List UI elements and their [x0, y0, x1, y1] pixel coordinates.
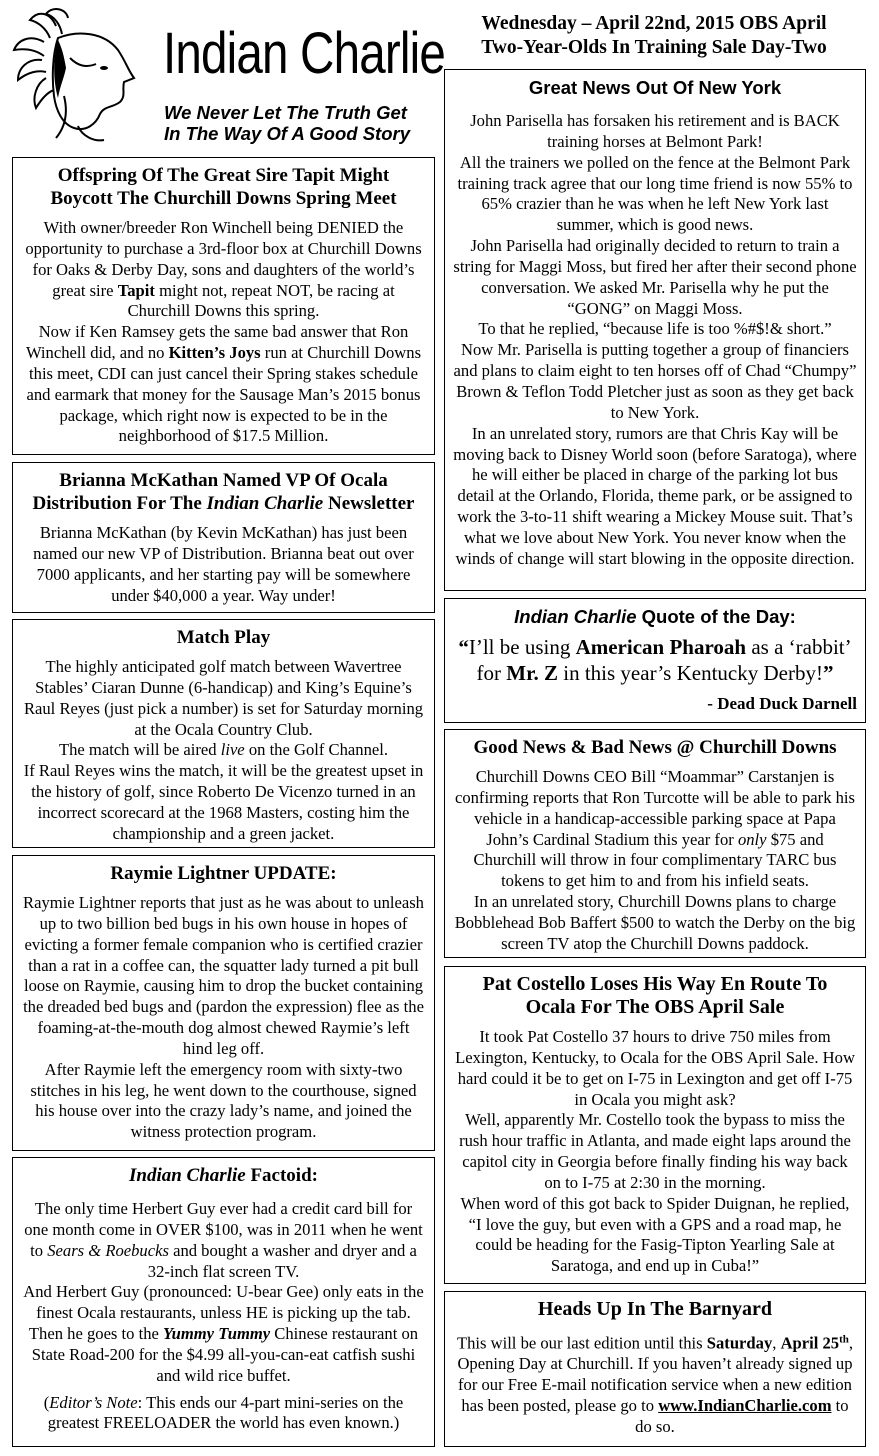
article-body: With owner/breeder Ron Winchell being DENIED the opportunity to purchase a 3rd-floor box at Churchill Downs for Oaks & Derby Day, sons and daughters of the world’s great sire Tapit might not, repeat NOT, be racing at Churchill Downs this spring. Now if Ken Ramsey gets the same bad answer that Ron Winchell did, and no Kitten’s Joys run at Churchill Downs this meet, CDI can just cancel their Spring stakes schedule and earmark that money for the Sausage Man’s 2015 bonus package, which right now is expected to be in the neighborhood of $17.5 Million.	[25, 218, 422, 446]
article-costello	[444, 966, 866, 1284]
article-factoid	[12, 1157, 435, 1447]
article-tapit	[12, 157, 435, 455]
website-link[interactable]: www.IndianCharlie.com	[658, 1396, 832, 1416]
masthead-tagline: We Never Let The Truth Get In The Way Of A Good Story	[164, 102, 410, 144]
article-body: The only time Herbert Guy ever had a credit card bill for one month come in OVER $100, was in 2011 when he went to Sears & Roebucks and bought a washer and dryer and a 32-inch flat screen TV. And Herbert Guy (pronounced: U-bear Gee) only eats in the finest Ocala restaurants, unless HE is picking up the tab. Then he goes to the Yummy Tummy Chinese restaurant on State Road-200 for the $4.99 all-you-can-eat catfish sushi and wild rice buffet. (Editor’s Note: This ends our 4-part mini-series on the greatest FREELOADER the world has even known.)	[23, 1199, 424, 1433]
article-body: John Parisella has forsaken his retirement and is BACK training horses at Belmont Park! All the trainers we polled on the fence at the Belmont Park training track agree that our long time friend is now 55% to 65% crazier than he was when he left New York last summer, which is good news. John Parisella had originally decided to return to train a string for Maggi Moss, but fired her after their second phone conversation. We asked Mr. Parisella why he put the “GONG” on Maggi Moss. To that he replied, “because life is too %#$!& short.” Now Mr. Parisella is putting together a group of financiers and plans to claim eight to ten horses off of Chad “Chumpy” Brown & Teflon Todd Pletcher just as soon as they get back to New York. In an unrelated story, rumors are that Chris Kay will be moving back to Disney World soon (before Saratoga), where he will either be placed in charge of the parking lot bus detail at the Orlando, Florida, theme park, or be assigned to work the 3-to-11 shift wearing a Mickey Mouse suit. That’s what we love about New York. You never know when the winds of change will start blowing in the opposite direction.	[453, 111, 857, 568]
article-new-york	[444, 69, 866, 591]
article-body: Brianna McKathan (by Kevin McKathan) has just been named our new VP of Distribution. Brianna beat out over 7000 applicants, and her starting pay will be somewhere under $40,000 a year. Way under!	[33, 523, 414, 605]
article-match-play	[12, 619, 435, 848]
article-raymie	[12, 855, 435, 1151]
article-title: Indian Charlie Quote of the Day:	[514, 606, 796, 627]
masthead-title: Indian Charlie	[163, 21, 445, 86]
article-body: It took Pat Costello 37 hours to drive 750 miles from Lexington, Kentucky, to Ocala for the OBS April Sale. How hard could it be to get on I-75 in Lexington and get off I-75 in Ocala you might ask? Well, apparently Mr. Costello took the bypass to miss the rush hour traffic in Atlanta, and made eight laps around the capitol city in Georgia before finally finding his way back on to I-75 at 2:30 in the morning. When word of this got back to Spider Duignan, he replied, “I love the guy, but even with a GPS and a road map, he could be heading for the Fasig-Tipton Yearling Sale at Saratoga, and end up in Cuba!”	[455, 1027, 855, 1276]
article-title: Heads Up In The Barnyard	[537, 1298, 773, 1320]
article-title: Indian Charlie Factoid:	[129, 1165, 318, 1186]
quote-text: “I’ll be using American Pharoah as a ‘rabbit’ for Mr. Z in this year’s Kentucky Derby!”	[458, 635, 852, 685]
article-title: Good News & Bad News @ Churchill Downs	[473, 737, 837, 758]
article-title: Raymie Lightner UPDATE:	[110, 863, 337, 884]
article-churchill	[444, 729, 866, 958]
article-title: Great News Out Of New York	[528, 77, 782, 98]
article-title: Offspring Of The Great Sire Tapit Might Boycott The Churchill Downs Spring Meet	[50, 165, 397, 209]
article-title: Match Play	[176, 627, 271, 648]
article-body: Churchill Downs CEO Bill “Moammar” Carstanjen is confirming reports that Ron Turcotte will be able to park his vehicle in a handicap-accessible parking space at Papa John’s Cardinal Stadium this year for only $75 and Churchill will throw in four complimentary TARC bus tokens to get him to and from his infield seats. In an unrelated story, Churchill Downs plans to charge Bobblehead Bob Baffert $500 to watch the Derby on the big screen TV atop the Churchill Downs paddock.	[454, 767, 856, 953]
quote-of-the-day	[444, 598, 866, 723]
issue-dateline: Wednesday – April 22nd, 2015 OBS April Two-Year-Olds In Training Sale Day-Two	[481, 13, 827, 58]
article-body: This will be our last edition until this Saturday, April 25th, Opening Day at Churchill. If you haven’t already signed up for our Free E-mail notification service when a new edition has been posted, please go to www.IndianCharlie.com to do so.	[456, 1333, 854, 1436]
article-body: The highly anticipated golf match between Wavertree Stables’ Ciaran Dunne (6-handicap) and King’s Equine’s Raul Reyes (just pick a number) is set for Saturday morning at the Ocala Country Club. The match will be aired live on the Golf Channel. If Raul Reyes wins the match, it will be the greatest upset in the history of golf, since Roberto De Vicenzo turned in an incorrect scorecard at the 1968 Masters, costing him the championship and a green jacket.	[23, 657, 424, 843]
article-brianna	[12, 462, 435, 613]
article-barnyard	[444, 1291, 866, 1447]
article-body: Raymie Lightner reports that just as he was about to unleash up to two billion bed bugs in his own house in hopes of evicting a former female companion who is certified crazier than a rat in a coffee can, the squatter lady turned a pit bull loose on Raymie, causing him to drop the bucket containing the dreaded bed bugs and (pardon the expression) flee as the foaming-at-the-mouth dog almost chewed Raymie’s left hind leg off. After Raymie left the emergency room with sixty-two stitches in his leg, he went down to the courthouse, signed his house over into the crazy lady’s name, and joined the witness protection program.	[23, 893, 424, 1142]
article-title: Brianna McKathan Named VP Of Ocala Distribution For The Indian Charlie Newsletter	[32, 470, 415, 514]
article-title: Pat Costello Loses His Way En Route To Ocala For The OBS April Sale	[482, 973, 828, 1018]
indian-chief-logo	[8, 8, 158, 148]
quote-attribution: - Dead Duck Darnell	[707, 694, 857, 713]
